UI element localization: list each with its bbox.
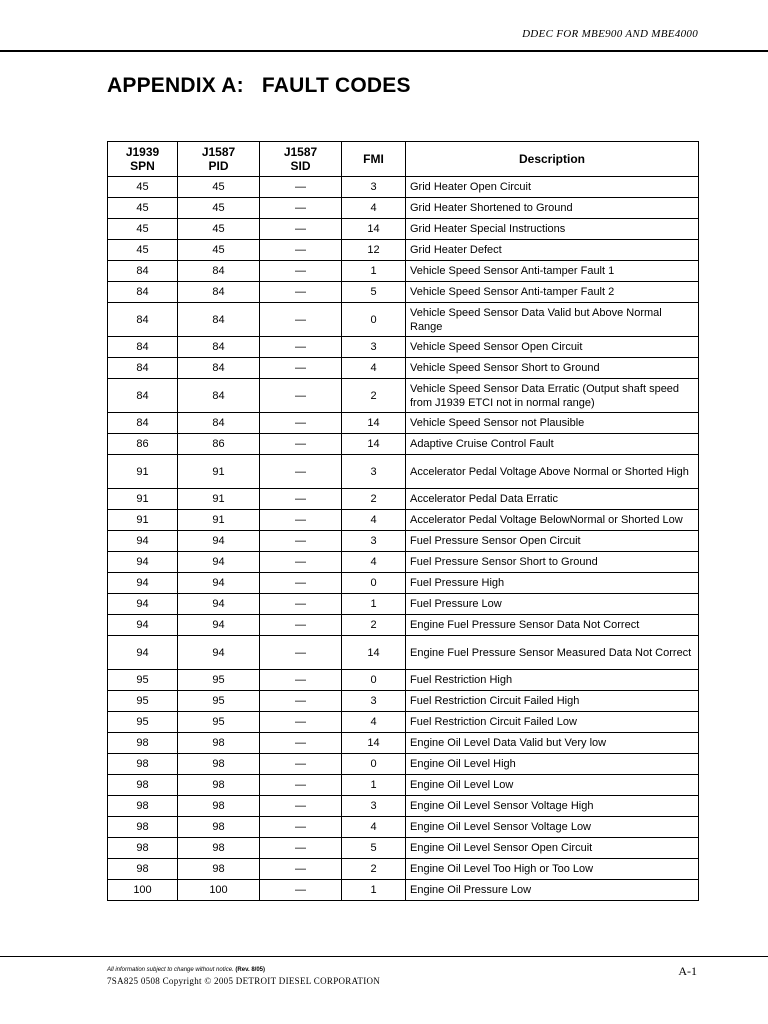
cell-sid: — — [260, 552, 342, 573]
cell-sid: — — [260, 531, 342, 552]
cell-fmi: 3 — [342, 691, 406, 712]
cell-sid: — — [260, 594, 342, 615]
table-row — [108, 358, 699, 379]
cell-sid: — — [260, 358, 342, 379]
cell-description: Vehicle Speed Sensor Data Erratic (Output shaft speed from J1939 ETCI not in normal range) — [406, 379, 699, 413]
cell-spn: 95 — [108, 691, 178, 712]
cell-spn: 84 — [108, 379, 178, 413]
cell-spn: 84 — [108, 358, 178, 379]
cell-spn: 98 — [108, 733, 178, 754]
cell-description: Engine Oil Level Sensor Voltage Low — [406, 817, 699, 838]
cell-description: Accelerator Pedal Data Erratic — [406, 489, 699, 510]
cell-description: Accelerator Pedal Voltage Above Normal or Shorted High — [406, 455, 699, 489]
table-row — [108, 219, 699, 240]
cell-spn: 98 — [108, 754, 178, 775]
cell-pid: 84 — [178, 379, 260, 413]
cell-sid: — — [260, 413, 342, 434]
cell-description: Vehicle Speed Sensor Anti-tamper Fault 1 — [406, 261, 699, 282]
page-number: A-1 — [678, 964, 697, 978]
cell-description: Engine Oil Level Data Valid but Very low — [406, 733, 699, 754]
cell-pid: 91 — [178, 510, 260, 531]
cell-fmi: 0 — [342, 754, 406, 775]
cell-description: Engine Oil Level Too High or Too Low — [406, 859, 699, 880]
table-row — [108, 198, 699, 219]
cell-spn: 98 — [108, 817, 178, 838]
cell-spn: 84 — [108, 337, 178, 358]
cell-spn: 84 — [108, 261, 178, 282]
cell-description: Vehicle Speed Sensor Anti-tamper Fault 2 — [406, 282, 699, 303]
table-row — [108, 859, 699, 880]
cell-sid: — — [260, 198, 342, 219]
cell-description: Engine Oil Level Low — [406, 775, 699, 796]
table-row — [108, 177, 699, 198]
cell-sid: — — [260, 817, 342, 838]
cell-pid: 94 — [178, 552, 260, 573]
table-row — [108, 691, 699, 712]
cell-pid: 45 — [178, 198, 260, 219]
table-row — [108, 531, 699, 552]
cell-description: Vehicle Speed Sensor Open Circuit — [406, 337, 699, 358]
cell-fmi: 14 — [342, 434, 406, 455]
cell-spn: 84 — [108, 303, 178, 337]
table-row — [108, 413, 699, 434]
cell-fmi: 0 — [342, 573, 406, 594]
footer-copyright: 7SA825 0508 Copyright © 2005 DETROIT DIESEL CORPORATION — [107, 976, 381, 986]
cell-pid: 98 — [178, 817, 260, 838]
cell-spn: 98 — [108, 775, 178, 796]
cell-description: Fuel Restriction High — [406, 670, 699, 691]
cell-pid: 95 — [178, 670, 260, 691]
cell-fmi: 14 — [342, 636, 406, 670]
cell-sid: — — [260, 775, 342, 796]
cell-spn: 91 — [108, 455, 178, 489]
cell-pid: 95 — [178, 691, 260, 712]
cell-pid: 98 — [178, 796, 260, 817]
cell-spn: 98 — [108, 838, 178, 859]
cell-sid: — — [260, 754, 342, 775]
cell-description: Fuel Restriction Circuit Failed High — [406, 691, 699, 712]
table-row — [108, 489, 699, 510]
cell-sid: — — [260, 859, 342, 880]
cell-pid: 94 — [178, 615, 260, 636]
table-row — [108, 552, 699, 573]
cell-spn: 86 — [108, 434, 178, 455]
cell-fmi: 4 — [342, 198, 406, 219]
page-title: APPENDIX A: FAULT CODES — [107, 74, 411, 97]
cell-spn: 98 — [108, 796, 178, 817]
cell-fmi: 14 — [342, 413, 406, 434]
table-row — [108, 670, 699, 691]
cell-sid: — — [260, 303, 342, 337]
cell-sid: — — [260, 489, 342, 510]
cell-pid: 98 — [178, 733, 260, 754]
column-header-fmi: FMI — [342, 142, 406, 177]
top-rule — [0, 50, 768, 52]
cell-sid: — — [260, 615, 342, 636]
cell-pid: 100 — [178, 880, 260, 901]
cell-fmi: 2 — [342, 859, 406, 880]
table-row — [108, 636, 699, 670]
cell-spn: 94 — [108, 615, 178, 636]
table-row — [108, 615, 699, 636]
cell-description: Fuel Pressure Sensor Open Circuit — [406, 531, 699, 552]
column-header-description: Description — [406, 142, 699, 177]
fault-code-rows — [108, 177, 699, 901]
cell-sid: — — [260, 573, 342, 594]
running-head: DDEC FOR MBE900 AND MBE4000 — [522, 28, 698, 40]
cell-pid: 86 — [178, 434, 260, 455]
cell-fmi: 5 — [342, 282, 406, 303]
cell-sid: — — [260, 636, 342, 670]
cell-sid: — — [260, 733, 342, 754]
cell-sid: — — [260, 434, 342, 455]
table-row — [108, 817, 699, 838]
cell-fmi: 1 — [342, 880, 406, 901]
cell-fmi: 3 — [342, 796, 406, 817]
footer-revision: (Rev. 8/05) — [235, 967, 265, 973]
cell-spn: 95 — [108, 712, 178, 733]
column-header-sid: J1587 SID — [260, 142, 342, 177]
cell-fmi: 4 — [342, 817, 406, 838]
cell-sid: — — [260, 838, 342, 859]
cell-pid: 94 — [178, 573, 260, 594]
cell-sid: — — [260, 712, 342, 733]
column-header-spn: J1939 SPN — [108, 142, 178, 177]
cell-description: Vehicle Speed Sensor Short to Ground — [406, 358, 699, 379]
table-row — [108, 455, 699, 489]
table-row — [108, 573, 699, 594]
cell-fmi: 3 — [342, 337, 406, 358]
cell-pid: 84 — [178, 337, 260, 358]
cell-fmi: 2 — [342, 489, 406, 510]
cell-pid: 84 — [178, 413, 260, 434]
cell-fmi: 4 — [342, 510, 406, 531]
table-row — [108, 379, 699, 413]
cell-pid: 98 — [178, 775, 260, 796]
cell-description: Fuel Restriction Circuit Failed Low — [406, 712, 699, 733]
table-row — [108, 733, 699, 754]
cell-fmi: 12 — [342, 240, 406, 261]
table-row — [108, 880, 699, 901]
cell-spn: 45 — [108, 240, 178, 261]
column-header-pid: J1587 PID — [178, 142, 260, 177]
table-row — [108, 594, 699, 615]
cell-pid: 84 — [178, 303, 260, 337]
cell-fmi: 1 — [342, 594, 406, 615]
cell-spn: 94 — [108, 531, 178, 552]
cell-spn: 98 — [108, 859, 178, 880]
cell-fmi: 14 — [342, 733, 406, 754]
table-row — [108, 796, 699, 817]
cell-description: Engine Fuel Pressure Sensor Data Not Correct — [406, 615, 699, 636]
cell-fmi: 4 — [342, 358, 406, 379]
cell-sid: — — [260, 379, 342, 413]
table-row — [108, 838, 699, 859]
cell-description: Accelerator Pedal Voltage BelowNormal or Shorted Low — [406, 510, 699, 531]
cell-fmi: 4 — [342, 552, 406, 573]
cell-fmi: 4 — [342, 712, 406, 733]
cell-pid: 94 — [178, 594, 260, 615]
cell-description: Grid Heater Open Circuit — [406, 177, 699, 198]
cell-description: Grid Heater Defect — [406, 240, 699, 261]
table-row — [108, 337, 699, 358]
cell-spn: 94 — [108, 594, 178, 615]
cell-description: Grid Heater Shortened to Ground — [406, 198, 699, 219]
cell-fmi: 0 — [342, 303, 406, 337]
footer-note — [107, 967, 265, 973]
table-row — [108, 434, 699, 455]
cell-pid: 45 — [178, 240, 260, 261]
footer-disclaimer: All information subject to change without notice. — [107, 967, 234, 973]
cell-spn: 94 — [108, 552, 178, 573]
cell-description: Fuel Pressure Low — [406, 594, 699, 615]
cell-spn: 95 — [108, 670, 178, 691]
cell-description: Vehicle Speed Sensor not Plausible — [406, 413, 699, 434]
cell-sid: — — [260, 282, 342, 303]
cell-pid: 94 — [178, 636, 260, 670]
table-row — [108, 510, 699, 531]
cell-fmi: 3 — [342, 177, 406, 198]
cell-sid: — — [260, 240, 342, 261]
fault-code-table — [107, 141, 699, 901]
table-row — [108, 303, 699, 337]
cell-pid: 95 — [178, 712, 260, 733]
cell-fmi: 14 — [342, 219, 406, 240]
cell-sid: — — [260, 177, 342, 198]
cell-spn: 45 — [108, 219, 178, 240]
cell-pid: 94 — [178, 531, 260, 552]
cell-pid: 45 — [178, 219, 260, 240]
cell-description: Fuel Pressure High — [406, 573, 699, 594]
cell-pid: 84 — [178, 358, 260, 379]
cell-pid: 84 — [178, 261, 260, 282]
cell-description: Vehicle Speed Sensor Data Valid but Above Normal Range — [406, 303, 699, 337]
cell-pid: 84 — [178, 282, 260, 303]
fault-code-table-container — [107, 141, 698, 901]
cell-spn: 94 — [108, 636, 178, 670]
table-row — [108, 282, 699, 303]
cell-sid: — — [260, 455, 342, 489]
cell-fmi: 3 — [342, 531, 406, 552]
cell-sid: — — [260, 880, 342, 901]
cell-spn: 45 — [108, 198, 178, 219]
cell-description: Engine Oil Level Sensor Open Circuit — [406, 838, 699, 859]
cell-fmi: 2 — [342, 615, 406, 636]
cell-pid: 98 — [178, 859, 260, 880]
cell-description: Engine Fuel Pressure Sensor Measured Data Not Correct — [406, 636, 699, 670]
table-header-row — [108, 142, 699, 177]
cell-sid: — — [260, 691, 342, 712]
cell-description: Engine Oil Level High — [406, 754, 699, 775]
cell-spn: 84 — [108, 413, 178, 434]
table-row — [108, 775, 699, 796]
cell-description: Fuel Pressure Sensor Short to Ground — [406, 552, 699, 573]
cell-fmi: 3 — [342, 455, 406, 489]
cell-pid: 98 — [178, 754, 260, 775]
cell-pid: 45 — [178, 177, 260, 198]
cell-sid: — — [260, 510, 342, 531]
cell-sid: — — [260, 796, 342, 817]
cell-description: Engine Oil Pressure Low — [406, 880, 699, 901]
cell-spn: 91 — [108, 510, 178, 531]
table-row — [108, 712, 699, 733]
cell-sid: — — [260, 670, 342, 691]
cell-description: Grid Heater Special Instructions — [406, 219, 699, 240]
cell-fmi: 0 — [342, 670, 406, 691]
table-row — [108, 754, 699, 775]
cell-spn: 100 — [108, 880, 178, 901]
cell-sid: — — [260, 337, 342, 358]
cell-sid: — — [260, 261, 342, 282]
cell-spn: 84 — [108, 282, 178, 303]
cell-pid: 91 — [178, 455, 260, 489]
cell-description: Adaptive Cruise Control Fault — [406, 434, 699, 455]
bottom-rule — [0, 956, 768, 957]
table-row — [108, 240, 699, 261]
cell-spn: 94 — [108, 573, 178, 594]
cell-spn: 45 — [108, 177, 178, 198]
cell-description: Engine Oil Level Sensor Voltage High — [406, 796, 699, 817]
cell-fmi: 5 — [342, 838, 406, 859]
cell-sid: — — [260, 219, 342, 240]
cell-pid: 98 — [178, 838, 260, 859]
cell-spn: 91 — [108, 489, 178, 510]
table-row — [108, 261, 699, 282]
cell-pid: 91 — [178, 489, 260, 510]
cell-fmi: 2 — [342, 379, 406, 413]
cell-fmi: 1 — [342, 261, 406, 282]
cell-fmi: 1 — [342, 775, 406, 796]
